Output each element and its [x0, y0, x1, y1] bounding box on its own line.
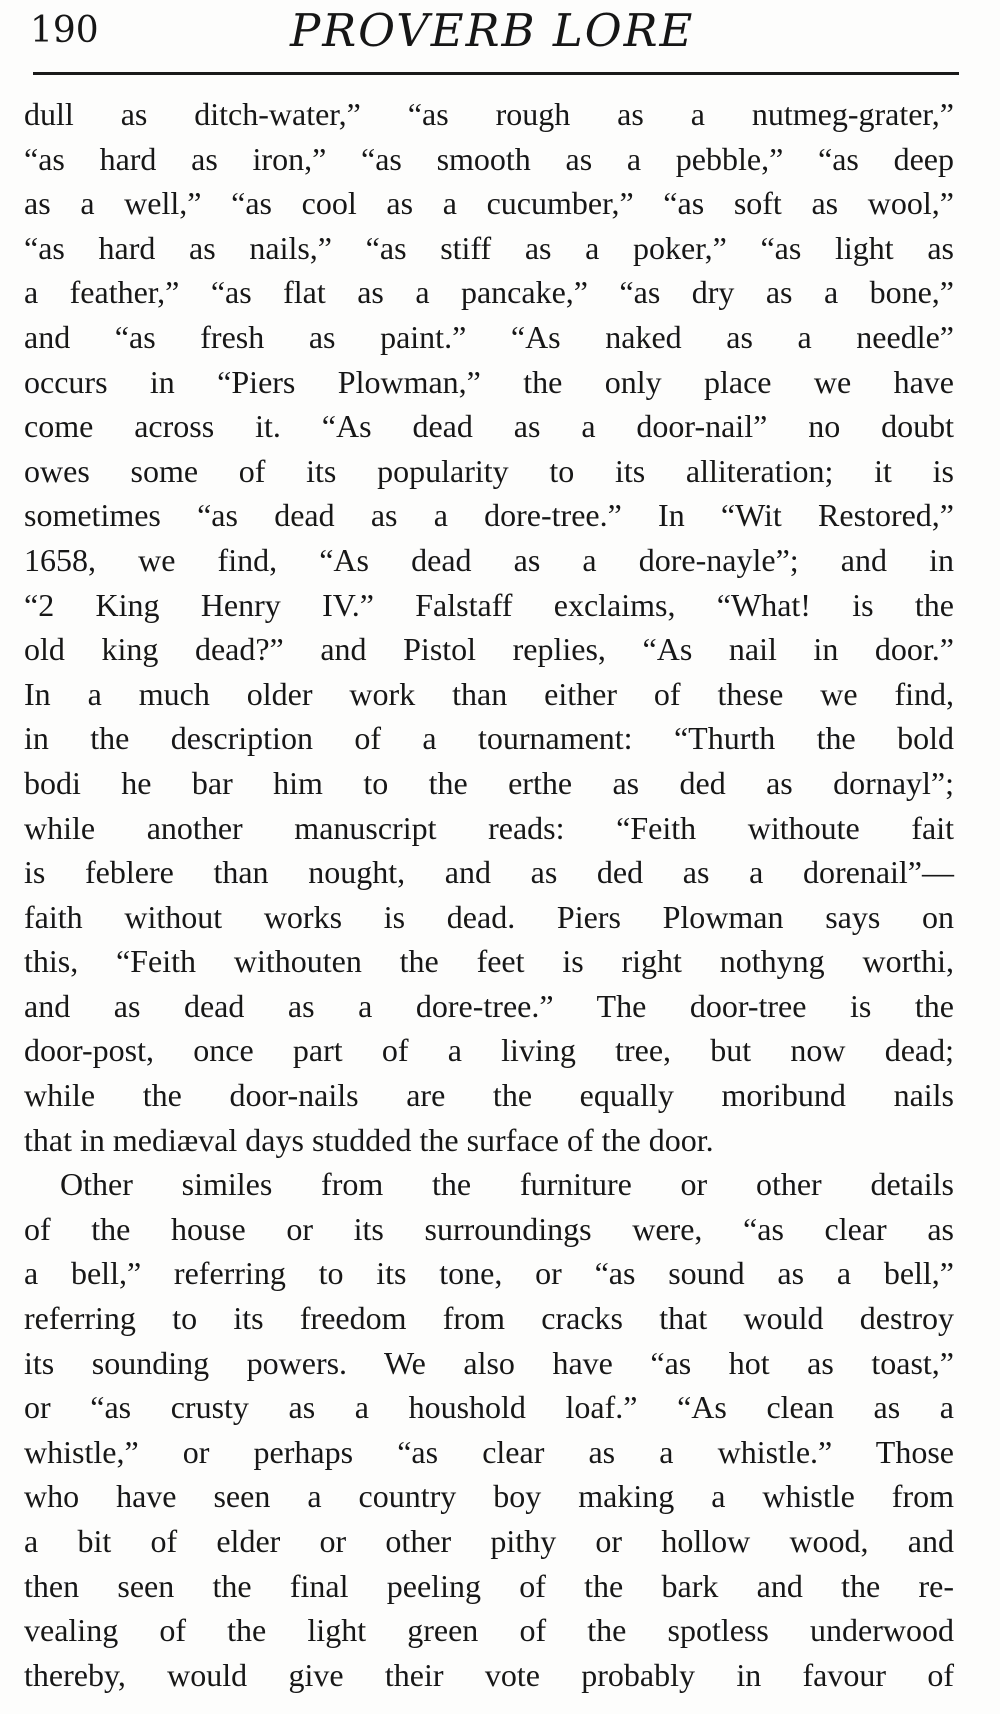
- text-line: and “as fresh as paint.” “As naked as a needle”: [24, 318, 954, 355]
- text-line: come across it. “As dead as a door-nail” no doubt: [24, 408, 954, 445]
- text-line: In a much older work than either of these we find,: [24, 675, 954, 712]
- text-line: Other similes from the furniture or other details: [60, 1166, 954, 1203]
- text-line: that in mediæval days studded the surface of the door.: [24, 1121, 714, 1158]
- text-line: and as dead as a dore-tree.” The door-tree is the: [24, 987, 954, 1024]
- text-line: or “as crusty as a houshold loaf.” “As clean as a: [24, 1389, 954, 1426]
- text-line: bodi he bar him to the erthe as ded as dornayl”;: [24, 764, 954, 801]
- text-line: thereby, would give their vote probably in favour of: [24, 1656, 954, 1693]
- text-line: while the door-nails are the equally moribund nails: [24, 1077, 954, 1114]
- header-rule: [33, 72, 959, 75]
- text-line: who have seen a country boy making a whistle from: [24, 1478, 954, 1515]
- page-number: 190: [30, 10, 99, 51]
- text-line: this, “Feith withouten the feet is right nothyng worthi,: [24, 943, 954, 980]
- body-text: [24, 92, 954, 1697]
- text-line: as a well,” “as cool as a cucumber,” “as soft as wool,”: [24, 185, 954, 222]
- running-title: PROVERB LORE: [290, 4, 695, 57]
- text-line: occurs in “Piers Plowman,” the only place we have: [24, 363, 954, 400]
- text-line: in the description of a tournament: “Thurth the bold: [24, 720, 954, 757]
- text-line: a bell,” referring to its tone, or “as sound as a bell,”: [24, 1255, 954, 1292]
- page-header: [30, 4, 960, 74]
- text-line: of the house or its surroundings were, “as clear as: [24, 1210, 954, 1247]
- text-line: door-post, once part of a living tree, but now dead;: [24, 1032, 954, 1069]
- text-line: whistle,” or perhaps “as clear as a whistle.” Those: [24, 1433, 954, 1470]
- text-line: old king dead?” and Pistol replies, “As nail in door.”: [24, 631, 954, 668]
- text-line: “2 King Henry IV.” Falstaff exclaims, “What! is the: [24, 586, 954, 623]
- text-line: a feather,” “as flat as a pancake,” “as dry as a bone,”: [24, 274, 954, 311]
- text-line: faith without works is dead. Piers Plowman says on: [24, 898, 954, 935]
- text-line: then seen the final peeling of the bark and the re-: [24, 1567, 954, 1604]
- text-line: is feblere than nought, and as ded as a dorenail”—: [24, 854, 954, 891]
- text-line: 1658, we find, “As dead as a dore-nayle”; and in: [24, 541, 954, 578]
- text-line: its sounding powers. We also have “as hot as toast,”: [24, 1344, 954, 1381]
- text-line: a bit of elder or other pithy or hollow wood, and: [24, 1523, 954, 1559]
- text-line: referring to its freedom from cracks that would destroy: [24, 1300, 954, 1337]
- text-line: “as hard as nails,” “as stiff as a poker,” “as light as: [24, 229, 954, 266]
- text-line: dull as ditch-water,” “as rough as a nutmeg-grater,”: [24, 96, 954, 132]
- text-line: owes some of its popularity to its alliteration; it is: [24, 452, 954, 489]
- text-line: vealing of the light green of the spotless underwood: [24, 1612, 954, 1649]
- text-line: while another manuscript reads: “Feith withoute fait: [24, 809, 954, 846]
- text-line: sometimes “as dead as a dore-tree.” In “Wit Restored,”: [24, 497, 954, 534]
- text-line: “as hard as iron,” “as smooth as a pebble,” “as deep: [24, 140, 954, 177]
